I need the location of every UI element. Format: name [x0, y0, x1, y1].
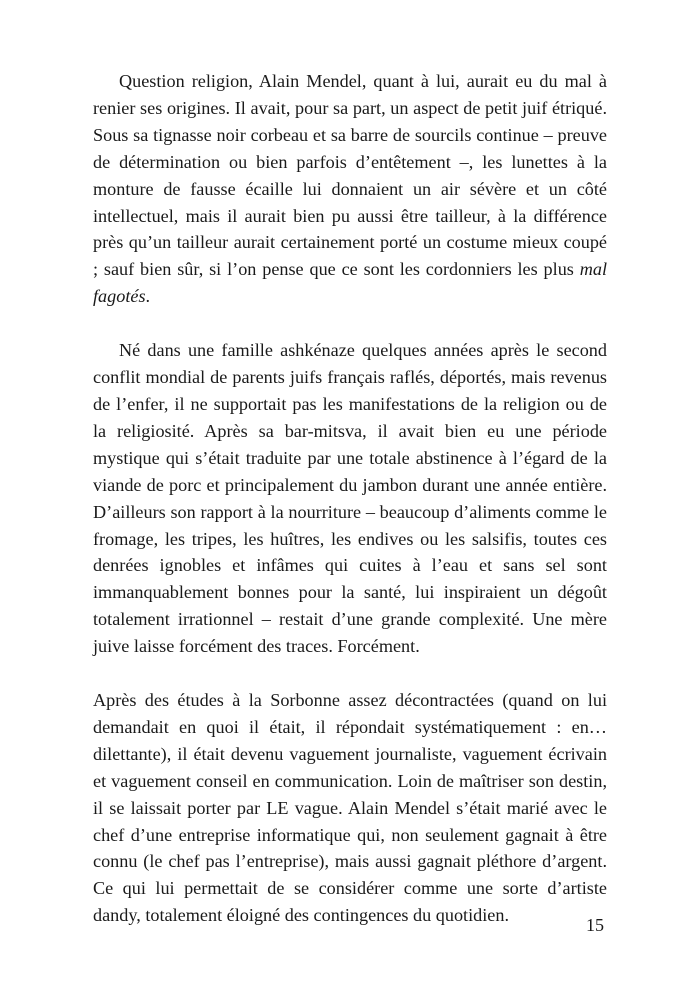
paragraph-1-end: . [145, 286, 151, 307]
paragraph-2 [93, 337, 607, 660]
paragraph-1 [93, 68, 607, 310]
page-body [93, 68, 607, 929]
paragraph-2-text: Né dans une famille ashkénaze quelques années après le second conflit mondial de parents juifs français raflés, déportés, mais revenus de l’enfer, il ne supportait pas les manifestations de la religion ou de la religiosité. Après sa bar-mitsva, il avait bien eu une période mystique qui s’était traduite par une totale abstinence à l’égard de la viande de porc et principalement du jambon durant une année entière. D’ailleurs son rapport à la nourriture – beaucoup d’aliments comme le fromage, les tripes, les huîtres, les endives ou les salsifis, toutes ces denrées ignobles et infâmes qui cuites à l’eau et sans sel sont immanquablement bonnes pour la santé, lui inspiraient un dégoût totalement irrationnel – restait d’une grande complexité. Une mère juive laisse forcément des traces. Forcément. [93, 340, 607, 657]
paragraph-3-text: Après des études à la Sorbonne assez décontractées (quand on lui demandait en quoi il était, il répondait systématiquement : en… dilettante), il était devenu vaguement journaliste, vaguement écrivain et vaguement conseil en communication. Loin de maîtriser son destin, il se laissait porter par LE vague. Alain Mendel s’était marié avec le chef d’une entreprise informatique qui, non seulement gagnait à être connu (le chef pas l’entreprise), mais aussi gagnait pléthore d’argent. Ce qui lui permettait de se considérer comme une sorte d’artiste dandy, totalement éloigné des contingences du quotidien. [93, 690, 607, 926]
paragraph-3 [93, 687, 607, 929]
page-number: 15 [586, 915, 604, 935]
paragraph-1-text: Question religion, Alain Mendel, quant à lui, aurait eu du mal à renier ses origines. Il avait, pour sa part, un aspect de petit juif étriqué. Sous sa tignasse noir corbeau et sa barre de sourcils continue – preuve de détermination ou bien parfois d’entêtement –, les lunettes à la monture de fausse écaille lui donnaient un air sévère et un côté intellectuel, mais il aurait bien pu aussi être tailleur, à la différence près qu’un tailleur aurait certainement porté un costume mieux coupé ; sauf bien sûr, si l’on pense que ce sont les cordonniers les plus [93, 71, 607, 280]
paragraph-1-italic-text: mal fagotés [93, 259, 607, 307]
